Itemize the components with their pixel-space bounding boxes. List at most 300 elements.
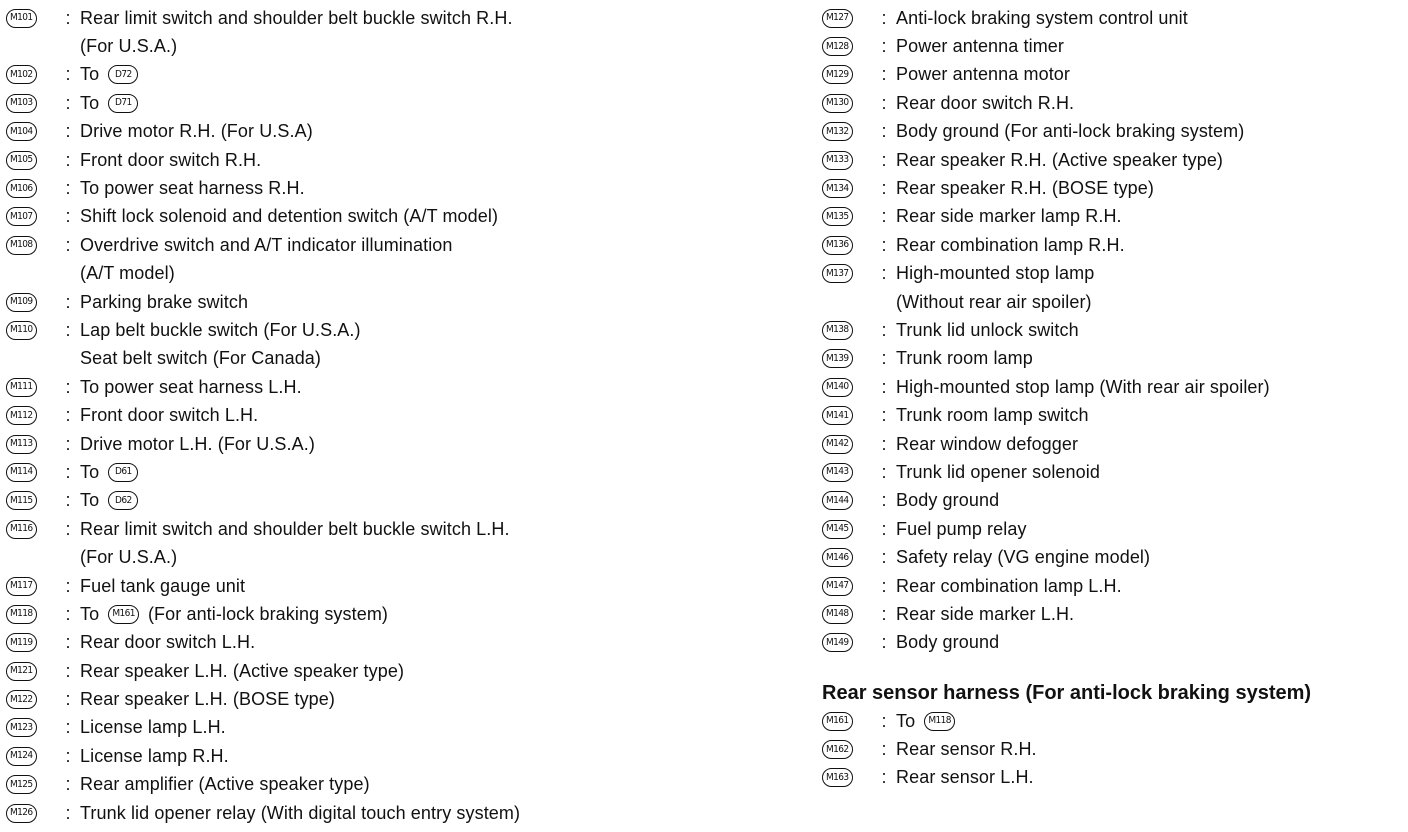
- separator-colon: :: [881, 36, 887, 57]
- connector-code-badge: M111: [6, 378, 37, 397]
- separator-colon: :: [881, 206, 887, 227]
- separator-colon: :: [65, 717, 71, 738]
- separator-colon: :: [65, 461, 71, 482]
- description-text: Parking brake switch: [80, 291, 249, 312]
- description-text: Fuel tank gauge unit: [80, 575, 246, 596]
- connector-description: [896, 373, 1270, 401]
- description-text: Rear combination lamp R.H.: [896, 234, 1125, 255]
- description-text: Power antenna timer: [896, 36, 1064, 57]
- connector-code-wrap: [822, 231, 872, 259]
- separator-colon: :: [881, 149, 887, 170]
- separator-colon: :: [881, 547, 887, 568]
- description-line: [80, 316, 361, 344]
- description-text: Rear limit switch and shoulder belt buckle switch R.H.: [80, 7, 513, 28]
- separator-colon: :: [65, 660, 71, 681]
- connector-description: [896, 345, 1033, 373]
- connector-entry: [6, 174, 796, 202]
- connector-code-wrap: [6, 231, 56, 259]
- description-text: Rear sensor R.H.: [896, 739, 1037, 760]
- connector-entry: [822, 707, 1402, 735]
- description-text: Rear speaker L.H. (Active speaker type): [80, 660, 405, 681]
- separator-colon: :: [65, 490, 71, 511]
- connector-description: [80, 288, 248, 316]
- connector-code-wrap: [6, 174, 56, 202]
- connector-code-badge: M128: [822, 37, 853, 56]
- connector-description: [80, 487, 142, 515]
- connector-description: [896, 543, 1150, 571]
- connector-code-badge: M142: [822, 435, 853, 454]
- connector-reference-badge: D71: [108, 94, 138, 113]
- separator-colon: :: [65, 774, 71, 795]
- description-line: [80, 345, 361, 373]
- description-line: [896, 118, 1244, 146]
- connector-entry: [6, 657, 796, 685]
- connector-code-wrap: [6, 401, 56, 429]
- separator-colon: :: [65, 433, 71, 454]
- description-line: [896, 61, 1070, 89]
- description-text: To: [80, 461, 105, 482]
- connector-entry: [6, 714, 796, 742]
- description-line: [896, 146, 1223, 174]
- description-line: [896, 345, 1033, 373]
- connector-code-wrap: [822, 572, 872, 600]
- connector-code-wrap: [822, 260, 872, 288]
- description-text: Trunk lid unlock switch: [896, 319, 1079, 340]
- description-line: [896, 600, 1074, 628]
- connector-code-badge: M140: [822, 378, 853, 397]
- connector-description: [80, 4, 513, 61]
- description-line: [896, 288, 1094, 316]
- description-line: [896, 764, 1034, 792]
- connector-description: [80, 401, 258, 429]
- description-line: [896, 260, 1094, 288]
- connector-code-wrap: [6, 373, 56, 401]
- description-line: [896, 515, 1027, 543]
- connector-entry: [822, 32, 1402, 60]
- description-text: High-mounted stop lamp (With rear air spoiler): [896, 376, 1270, 397]
- description-line: [80, 487, 142, 515]
- connector-entry: [6, 742, 796, 770]
- connector-entry: [822, 373, 1402, 401]
- description-text: Power antenna motor: [896, 64, 1070, 85]
- description-text: (A/T model): [80, 263, 175, 284]
- separator-colon: :: [881, 121, 887, 142]
- connector-entry: [6, 799, 796, 827]
- separator-colon: :: [65, 689, 71, 710]
- connector-description: [896, 735, 1037, 763]
- connector-entry: [6, 316, 796, 373]
- connector-code-badge: M105: [6, 151, 37, 170]
- separator-colon: :: [881, 518, 887, 539]
- description-line: [80, 600, 388, 628]
- connector-entry: [822, 174, 1402, 202]
- separator-colon: :: [65, 632, 71, 653]
- description-text: Seat belt switch (For Canada): [80, 348, 322, 369]
- connector-entry: [822, 401, 1402, 429]
- description-line: [896, 543, 1150, 571]
- connector-code-wrap: [822, 458, 872, 486]
- connector-code-wrap: [6, 316, 56, 344]
- connector-description: [80, 629, 255, 657]
- connector-reference-badge: M161: [108, 605, 139, 624]
- connector-code-wrap: [6, 4, 56, 32]
- connector-entry: [822, 600, 1402, 628]
- connector-code-wrap: [822, 600, 872, 628]
- connector-description: [80, 515, 510, 572]
- description-text: To: [80, 490, 105, 511]
- description-line: [80, 771, 370, 799]
- connector-entry: [6, 61, 796, 89]
- description-line: [80, 714, 226, 742]
- connector-entry: [6, 458, 796, 486]
- description-text: To power seat harness R.H.: [80, 178, 305, 199]
- connector-description: [80, 714, 226, 742]
- connector-code-wrap: [6, 288, 56, 316]
- connector-code-badge: M116: [6, 520, 37, 539]
- separator-colon: :: [881, 490, 887, 511]
- description-line: [80, 629, 255, 657]
- connector-entry: [822, 543, 1402, 571]
- description-line: [80, 458, 142, 486]
- connector-code-badge: M144: [822, 491, 853, 510]
- connector-code-wrap: [822, 32, 872, 60]
- connector-code-wrap: [6, 771, 56, 799]
- connector-code-wrap: [822, 146, 872, 174]
- description-text: Rear speaker R.H. (Active speaker type): [896, 149, 1224, 170]
- connector-description: [896, 174, 1154, 202]
- connector-description: [80, 742, 229, 770]
- connector-entry: [822, 61, 1402, 89]
- description-text: Lap belt buckle switch (For U.S.A.): [80, 319, 361, 340]
- connector-code-badge: M146: [822, 548, 853, 567]
- description-line: [896, 373, 1270, 401]
- connector-entry: [6, 487, 796, 515]
- connector-description: [80, 174, 305, 202]
- connector-code-wrap: [822, 515, 872, 543]
- connector-description: [80, 316, 361, 373]
- separator-colon: :: [65, 121, 71, 142]
- connector-entry: [822, 316, 1402, 344]
- connector-code-badge: M149: [822, 633, 853, 652]
- connector-description: [896, 401, 1089, 429]
- description-text: Rear side marker lamp R.H.: [896, 206, 1122, 227]
- connector-code-badge: M148: [822, 605, 853, 624]
- connector-code-wrap: [6, 685, 56, 713]
- connector-code-wrap: [822, 735, 872, 763]
- description-text: Overdrive switch and A/T indicator illumination: [80, 234, 453, 255]
- connector-code-badge: M118: [6, 605, 37, 624]
- connector-entry: [822, 231, 1402, 259]
- connector-description: [80, 771, 370, 799]
- separator-colon: :: [881, 178, 887, 199]
- connector-entry: [822, 572, 1402, 600]
- left-connector-list: [6, 4, 796, 827]
- separator-colon: :: [65, 234, 71, 255]
- connector-reference-badge: D72: [108, 65, 138, 84]
- connector-code-wrap: [822, 707, 872, 735]
- connector-code-badge: M141: [822, 406, 853, 425]
- connector-code-badge: M102: [6, 65, 37, 84]
- connector-description: [80, 430, 315, 458]
- description-line: [80, 430, 315, 458]
- connector-code-badge: M114: [6, 463, 37, 482]
- connector-code-wrap: [822, 89, 872, 117]
- description-text: High-mounted stop lamp: [896, 263, 1095, 284]
- description-text: To power seat harness L.H.: [80, 376, 302, 397]
- connector-entry: [822, 629, 1402, 657]
- description-line: [896, 401, 1089, 429]
- description-line: [80, 657, 404, 685]
- connector-entry: [6, 629, 796, 657]
- description-line: [896, 458, 1100, 486]
- description-line: [80, 515, 510, 543]
- separator-colon: :: [881, 461, 887, 482]
- description-line: [80, 260, 453, 288]
- separator-colon: :: [65, 319, 71, 340]
- connector-code-badge: M115: [6, 491, 37, 510]
- connector-entry: [822, 515, 1402, 543]
- connector-description: [896, 515, 1027, 543]
- connector-code-badge: M130: [822, 94, 853, 113]
- description-text: Anti-lock braking system control unit: [896, 7, 1188, 28]
- right-connector-entries: [822, 4, 1402, 657]
- connector-reference-badge: D61: [108, 463, 138, 482]
- description-text: Rear sensor L.H.: [896, 767, 1034, 788]
- connector-code-wrap: [822, 61, 872, 89]
- connector-code-badge: M127: [822, 9, 853, 28]
- connector-entry: [6, 401, 796, 429]
- connector-code-badge: M147: [822, 577, 853, 596]
- description-text: License lamp L.H.: [80, 717, 226, 738]
- description-line: [80, 373, 302, 401]
- connector-code-badge: M138: [822, 321, 853, 340]
- separator-colon: :: [881, 632, 887, 653]
- description-line: [80, 118, 313, 146]
- separator-colon: :: [881, 234, 887, 255]
- description-text: To: [80, 92, 105, 113]
- connector-description: [80, 657, 404, 685]
- connector-code-badge: M161: [822, 712, 853, 731]
- separator-colon: :: [881, 405, 887, 426]
- connector-code-badge: M135: [822, 207, 853, 226]
- separator-colon: :: [65, 518, 71, 539]
- connector-entry: [6, 515, 796, 572]
- description-text: Trunk lid opener relay (With digital touch entry system): [80, 802, 521, 823]
- connector-description: [896, 487, 999, 515]
- description-line: [80, 32, 513, 60]
- separator-colon: :: [65, 291, 71, 312]
- connector-code-badge: M103: [6, 94, 37, 113]
- description-text: Shift lock solenoid and detention switch (A/T model): [80, 206, 499, 227]
- separator-colon: :: [881, 575, 887, 596]
- connector-code-wrap: [6, 458, 56, 486]
- connector-code-badge: M121: [6, 662, 37, 681]
- connector-description: [80, 231, 453, 288]
- separator-colon: :: [65, 745, 71, 766]
- separator-colon: :: [881, 767, 887, 788]
- description-line: [80, 401, 258, 429]
- separator-colon: :: [65, 802, 71, 823]
- rear-sensor-entries: [822, 707, 1402, 792]
- description-text: Rear limit switch and shoulder belt buckle switch L.H.: [80, 518, 510, 539]
- connector-entry: [6, 288, 796, 316]
- description-text: Rear speaker L.H. (BOSE type): [80, 689, 335, 710]
- connector-code-wrap: [822, 430, 872, 458]
- description-text: Safety relay (VG engine model): [896, 547, 1151, 568]
- connector-code-badge: M136: [822, 236, 853, 255]
- connector-description: [80, 89, 142, 117]
- connector-code-badge: M139: [822, 349, 853, 368]
- description-text: Body ground: [896, 632, 1000, 653]
- connector-entry: [822, 735, 1402, 763]
- separator-colon: :: [881, 319, 887, 340]
- connector-code-badge: M108: [6, 236, 37, 255]
- connector-code-wrap: [822, 345, 872, 373]
- connector-entry: [6, 430, 796, 458]
- connector-code-wrap: [822, 373, 872, 401]
- separator-colon: :: [881, 348, 887, 369]
- connector-entry: [822, 118, 1402, 146]
- connector-code-badge: M123: [6, 718, 37, 737]
- connector-code-wrap: [6, 657, 56, 685]
- connector-code-wrap: [6, 629, 56, 657]
- connector-description: [80, 203, 498, 231]
- connector-code-wrap: [6, 572, 56, 600]
- connector-code-badge: M124: [6, 747, 37, 766]
- connector-code-badge: M117: [6, 577, 37, 596]
- connector-code-badge: M126: [6, 804, 37, 823]
- connector-code-badge: M112: [6, 406, 37, 425]
- connector-entry: [822, 4, 1402, 32]
- separator-colon: :: [65, 7, 71, 28]
- separator-colon: :: [65, 178, 71, 199]
- connector-code-badge: M125: [6, 775, 37, 794]
- separator-colon: :: [881, 376, 887, 397]
- description-text: Rear combination lamp L.H.: [896, 575, 1122, 596]
- separator-colon: :: [65, 149, 71, 170]
- description-line: [896, 89, 1074, 117]
- connector-entry: [822, 458, 1402, 486]
- description-line: [896, 572, 1122, 600]
- description-text: Front door switch L.H.: [80, 405, 259, 426]
- description-line: [80, 61, 142, 89]
- connector-code-badge: M133: [822, 151, 853, 170]
- description-text: To: [896, 710, 921, 731]
- connector-description: [896, 89, 1074, 117]
- description-text: Trunk lid opener solenoid: [896, 461, 1100, 482]
- description-line: [80, 799, 520, 827]
- connector-description: [896, 629, 999, 657]
- description-line: [896, 735, 1037, 763]
- connector-code-badge: M101: [6, 9, 37, 28]
- connector-reference-badge: D62: [108, 491, 138, 510]
- connector-description: [896, 458, 1100, 486]
- description-line: [896, 316, 1079, 344]
- connector-description: [80, 146, 261, 174]
- connector-code-badge: M137: [822, 264, 853, 283]
- connector-code-badge: M104: [6, 122, 37, 141]
- connector-entry: [6, 4, 796, 61]
- connector-entry: [822, 89, 1402, 117]
- description-line: [80, 685, 335, 713]
- connector-code-wrap: [6, 515, 56, 543]
- connector-code-wrap: [6, 61, 56, 89]
- connector-code-wrap: [822, 487, 872, 515]
- description-text: Rear window defogger: [896, 433, 1079, 454]
- separator-colon: :: [65, 92, 71, 113]
- connector-code-badge: M145: [822, 520, 853, 539]
- connector-entry: [6, 373, 796, 401]
- connector-entry: [822, 487, 1402, 515]
- connector-entry: [6, 771, 796, 799]
- description-text: Trunk room lamp: [896, 348, 1033, 369]
- connector-code-wrap: [6, 89, 56, 117]
- connector-entry: [822, 764, 1402, 792]
- description-line: [896, 629, 999, 657]
- separator-colon: :: [881, 739, 887, 760]
- connector-description: [896, 260, 1094, 317]
- description-line: [80, 174, 305, 202]
- right-connector-list: [822, 4, 1402, 792]
- connector-code-wrap: [822, 4, 872, 32]
- description-line: [896, 32, 1064, 60]
- connector-code-wrap: [822, 118, 872, 146]
- description-line: [80, 572, 245, 600]
- connector-entry: [6, 118, 796, 146]
- description-line: [896, 174, 1154, 202]
- connector-code-badge: M163: [822, 768, 853, 787]
- connector-code-badge: M132: [822, 122, 853, 141]
- connector-entry: [822, 430, 1402, 458]
- connector-description: [896, 430, 1078, 458]
- connector-code-badge: M107: [6, 207, 37, 226]
- connector-description: [896, 231, 1125, 259]
- separator-colon: :: [881, 92, 887, 113]
- connector-code-badge: M119: [6, 633, 37, 652]
- description-line: [80, 146, 261, 174]
- connector-description: [896, 707, 959, 735]
- description-text: Body ground: [896, 490, 1000, 511]
- separator-colon: :: [881, 603, 887, 624]
- description-text: (For U.S.A.): [80, 36, 178, 57]
- connector-description: [80, 61, 142, 89]
- description-line: [80, 288, 248, 316]
- description-text: To: [80, 603, 105, 624]
- connector-description: [80, 373, 302, 401]
- separator-colon: :: [881, 263, 887, 284]
- description-line: [80, 543, 510, 571]
- description-text: To: [80, 64, 105, 85]
- description-line: [80, 89, 142, 117]
- connector-description: [80, 458, 142, 486]
- connector-entry: [6, 685, 796, 713]
- connector-reference-badge: M118: [924, 712, 955, 731]
- connector-entry: [822, 260, 1402, 317]
- rear-sensor-section-title: Rear sensor harness (For anti-lock braking system): [822, 681, 1312, 704]
- connector-description: [896, 203, 1122, 231]
- connector-code-badge: M113: [6, 435, 37, 454]
- description-text: Front door switch R.H.: [80, 149, 262, 170]
- separator-colon: :: [881, 64, 887, 85]
- connector-code-wrap: [6, 799, 56, 827]
- connector-description: [896, 32, 1064, 60]
- connector-entry: [822, 203, 1402, 231]
- connector-description: [896, 600, 1074, 628]
- separator-colon: :: [65, 575, 71, 596]
- description-text: Rear door switch L.H.: [80, 632, 256, 653]
- description-line: [896, 203, 1122, 231]
- separator-colon: :: [881, 710, 887, 731]
